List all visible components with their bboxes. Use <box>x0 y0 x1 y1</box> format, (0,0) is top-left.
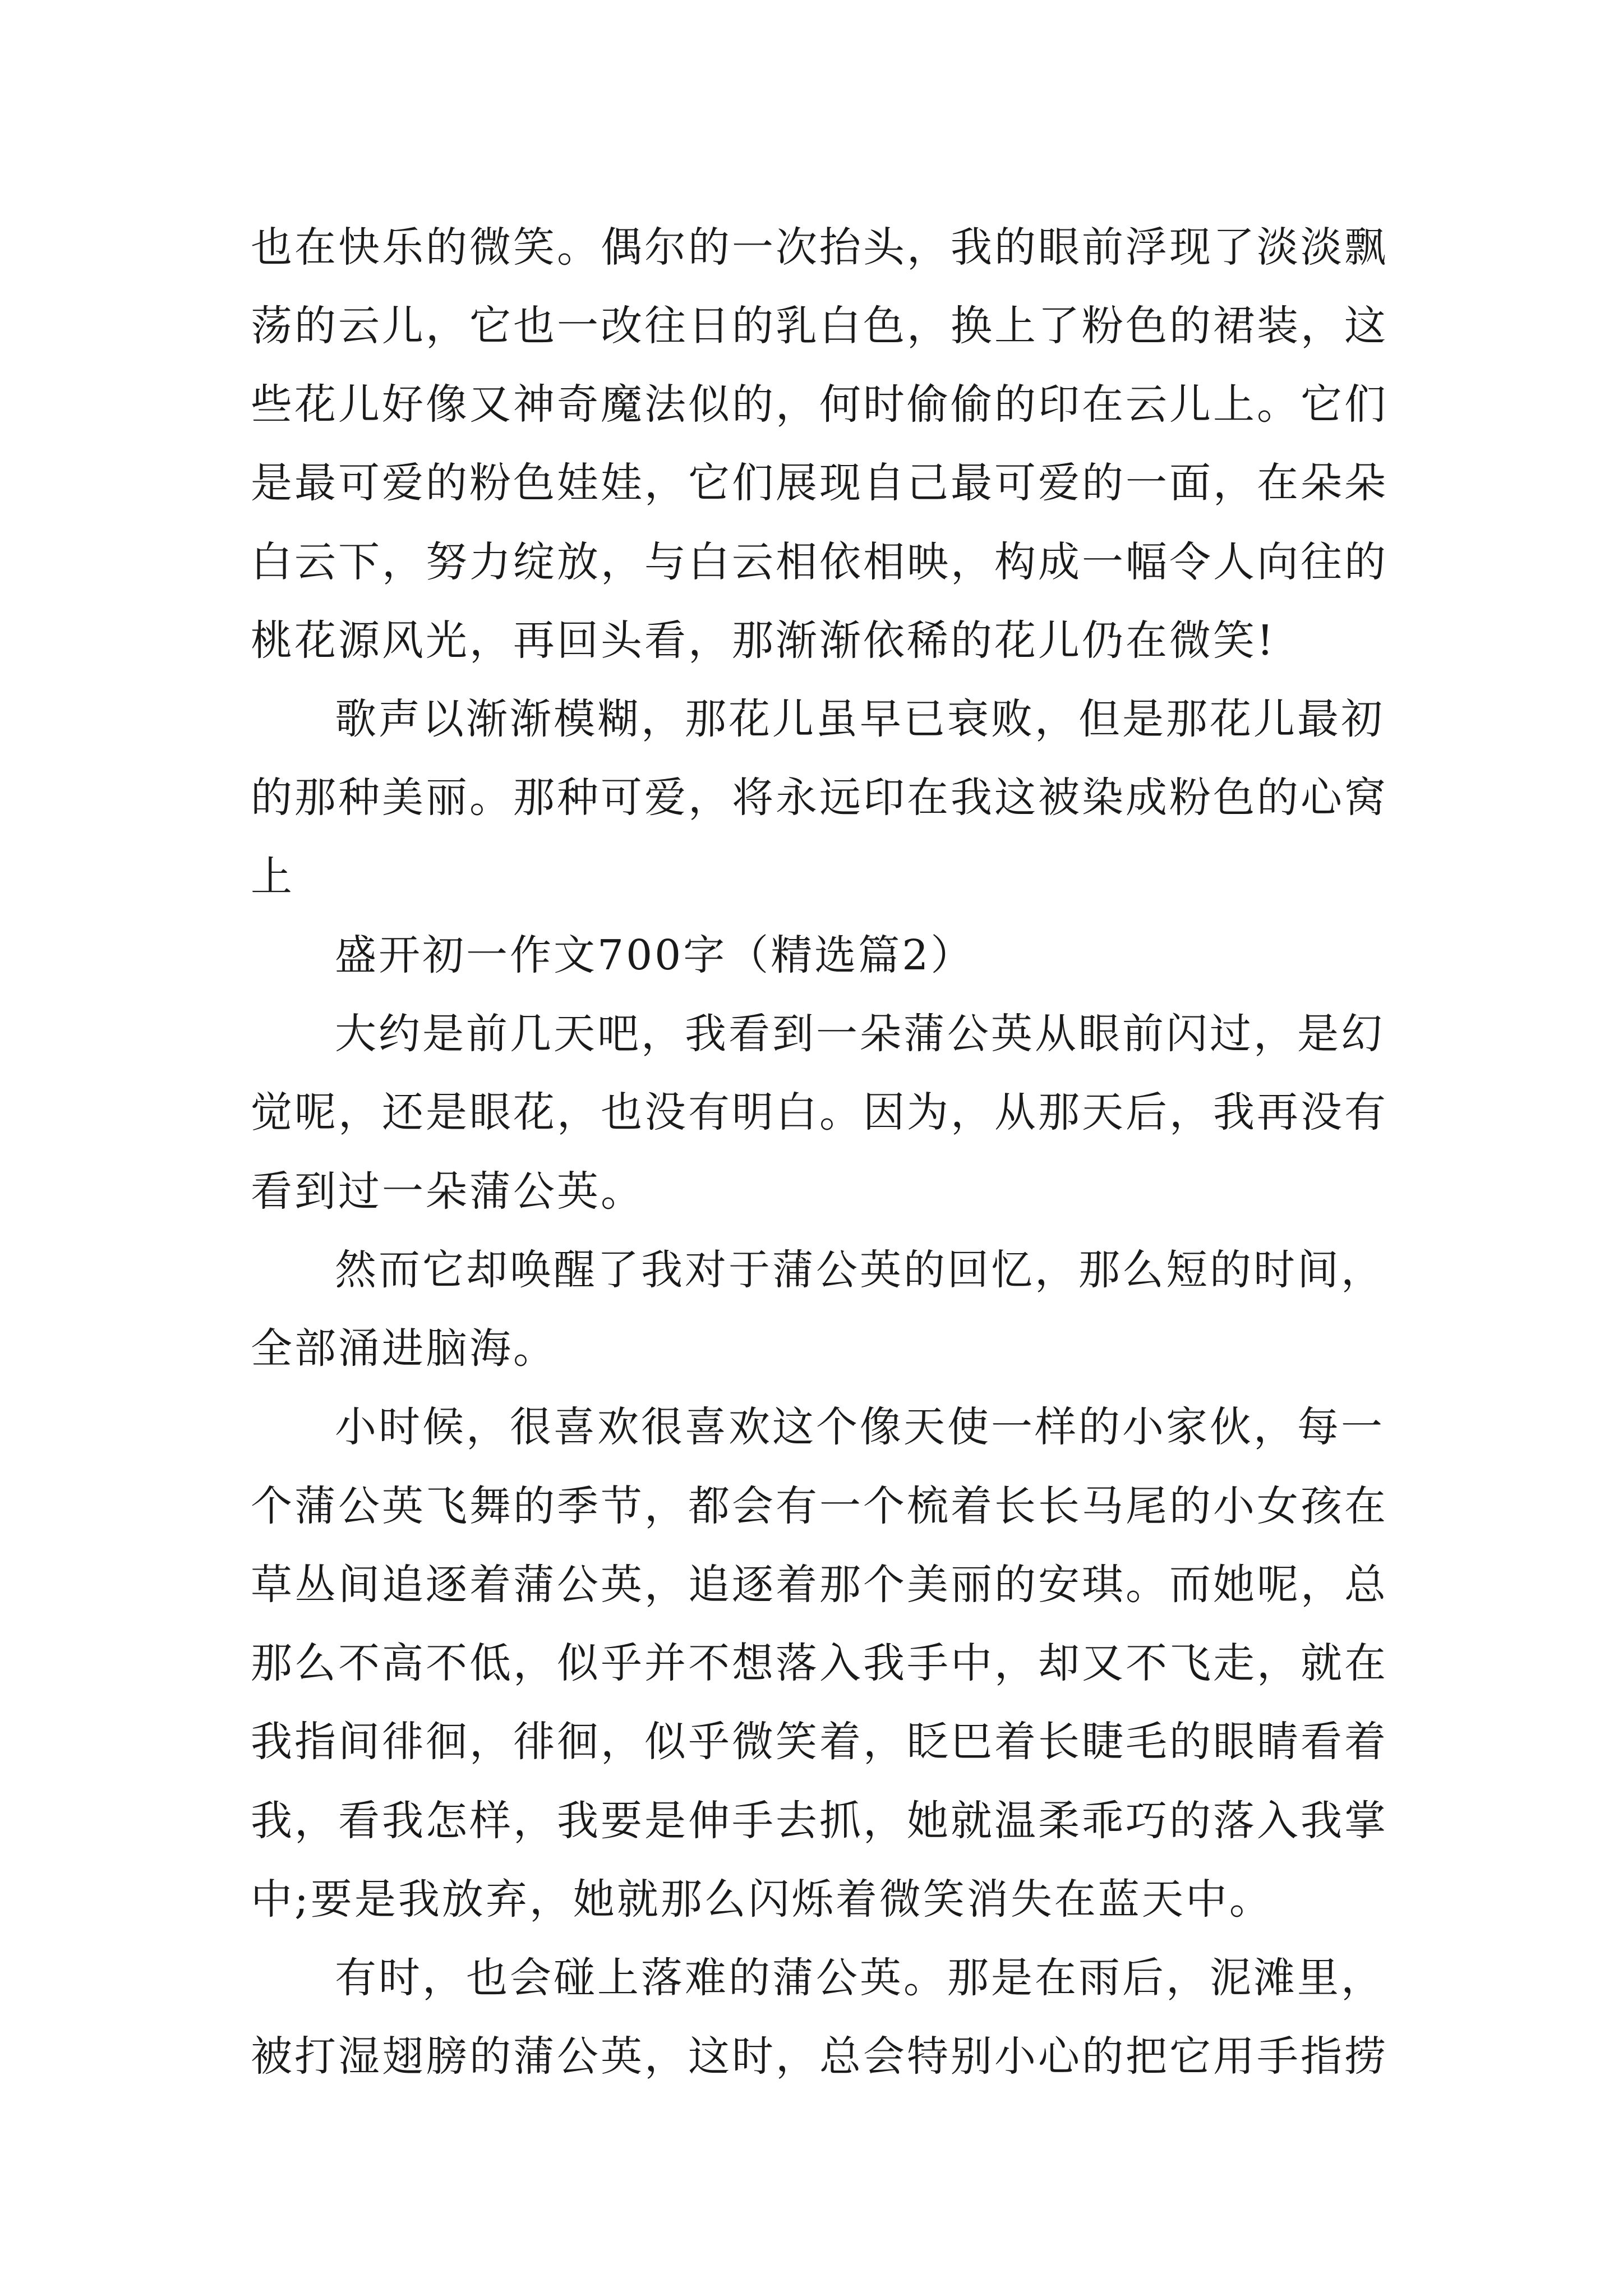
text-line: 上 <box>251 853 294 901</box>
text-line: 荡的云儿，它也一改往日的乳白色，换上了粉色的裙装，这 <box>251 302 1388 350</box>
text-line: 然而它却唤醒了我对于蒲公英的回忆，那么短的时间， <box>335 1246 1385 1294</box>
text-line: 歌声以渐渐模糊，那花儿虽早已衰败，但是那花儿最初 <box>335 695 1385 743</box>
text-line: 中;要是我放弃，她就那么闪烁着微笑消失在蓝天中。 <box>251 1875 1273 1924</box>
text-line: 小时候，很喜欢很喜欢这个像天使一样的小家伙，每一 <box>335 1403 1385 1451</box>
text-line: 我指间徘徊，徘徊，似乎微笑着，眨巴着长睫毛的眼睛看着 <box>251 1718 1388 1766</box>
text-line: 全部涌进脑海。 <box>251 1324 557 1373</box>
text-line: 草丛间追逐着蒲公英，追逐着那个美丽的安琪。而她呢，总 <box>251 1561 1388 1609</box>
text-line: 被打湿翅膀的蒲公英，这时，总会特别小心的把它用手指捞 <box>251 2032 1388 2081</box>
text-line: 有时，也会碰上落难的蒲公英。那是在雨后，泥滩里， <box>335 1954 1385 2002</box>
text-line: 那么不高不低，似乎并不想落入我手中，却又不飞走，就在 <box>251 1639 1388 1687</box>
text-line: 觉呢，还是眼花，也没有明白。因为，从那天后，我再没有 <box>251 1088 1388 1137</box>
text-line: 白云下，努力绽放，与白云相依相映，构成一幅令人向往的 <box>251 538 1388 586</box>
text-line: 个蒲公英飞舞的季节，都会有一个梳着长长马尾的小女孩在 <box>251 1482 1388 1530</box>
text-line: 大约是前几天吧，我看到一朵蒲公英从眼前闪过，是幻 <box>335 1010 1385 1058</box>
text-line: 的那种美丽。那种可爱，将永远印在我这被染成粉色的心窝 <box>251 774 1388 822</box>
text-line: 些花儿好像又神奇魔法似的，何时偷偷的印在云儿上。它们 <box>251 380 1388 429</box>
text-line: 我，看我怎样，我要是伸手去抓，她就温柔乖巧的落入我掌 <box>251 1797 1388 1845</box>
text-line: 桃花源风光，再回头看，那渐渐依稀的花儿仍在微笑! <box>251 616 1276 665</box>
text-line: 看到过一朵蒲公英。 <box>251 1167 644 1216</box>
text-line: 也在快乐的微笑。偶尔的一次抬头，我的眼前浮现了淡淡飘 <box>251 223 1388 272</box>
text-line: 是最可爱的粉色娃娃，它们展现自己最可爱的一面，在朵朵 <box>251 459 1388 507</box>
section-heading: 盛开初一作文700字（精选篇2） <box>335 931 975 979</box>
